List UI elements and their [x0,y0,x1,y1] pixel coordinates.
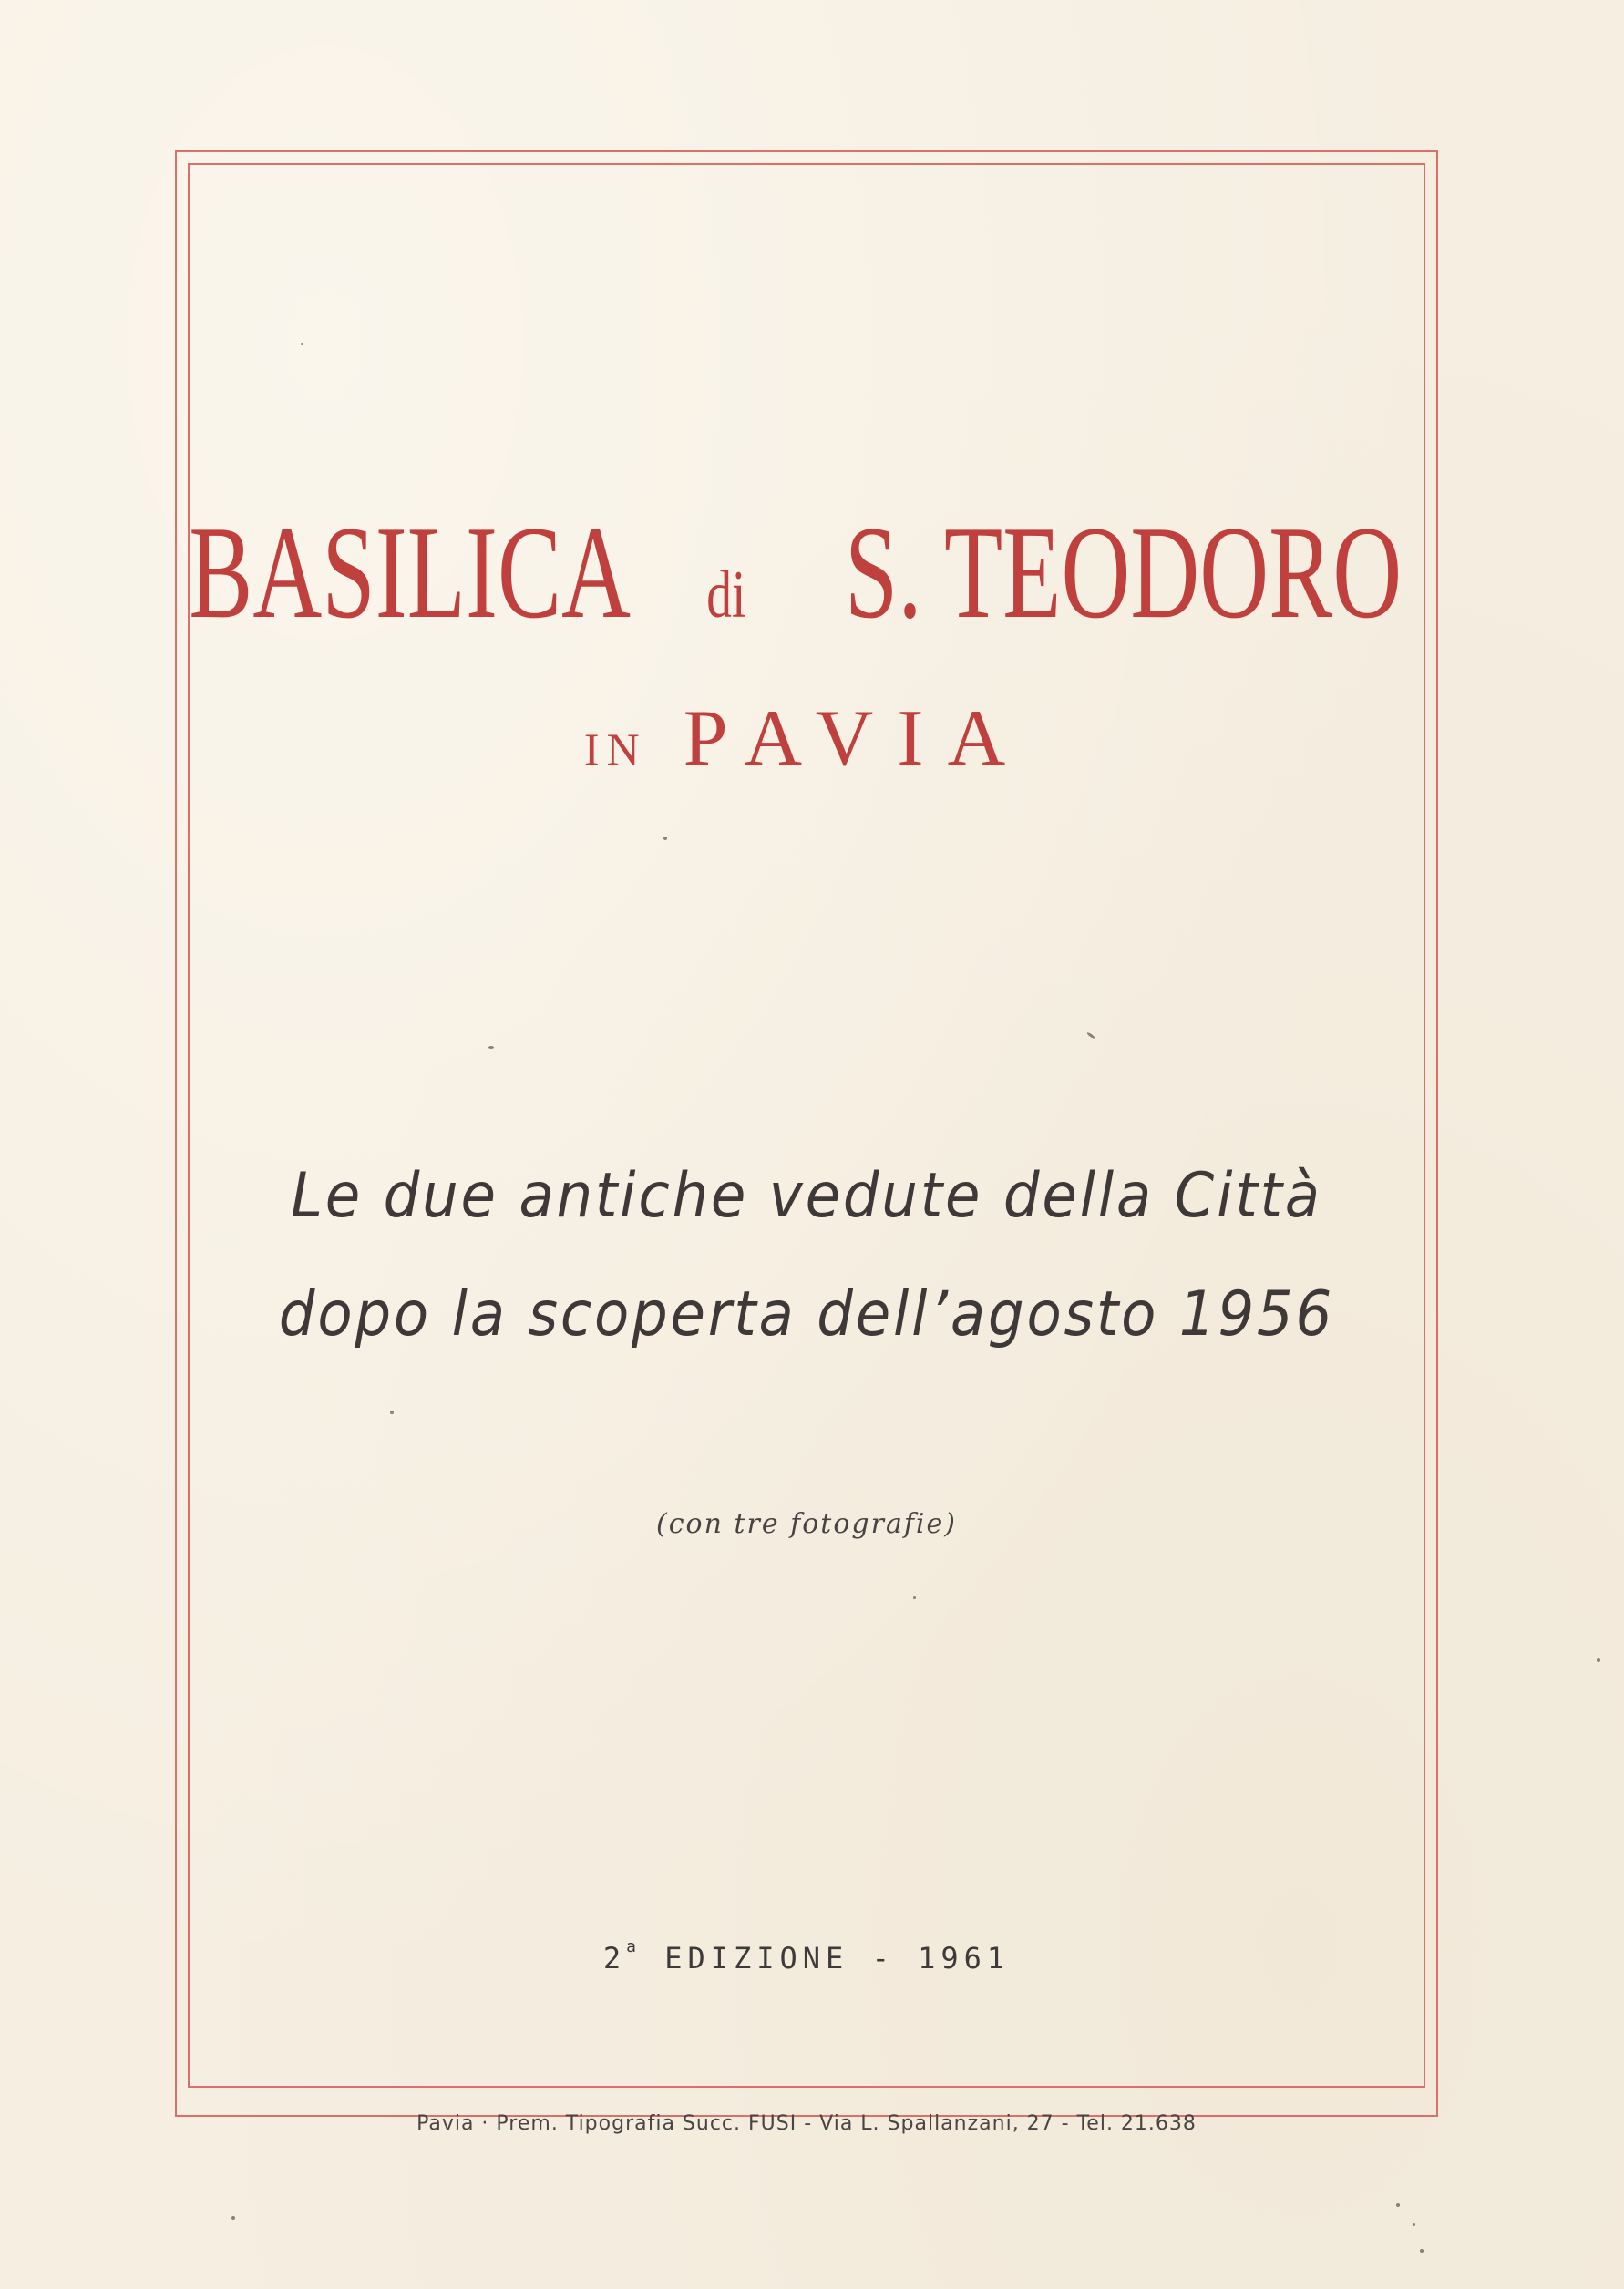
photo-note: (con tre fotografie) [656,1508,957,1540]
printer-imprint: Pavia · Prem. Tipografia Succ. FUSI - Via L. Spallanzani, 27 - Tel. 21.638 [416,2112,1197,2135]
paper-speck [663,837,667,840]
title-word-teodoro: S. TEODORO [844,498,1403,646]
edition-label: EDIZIONE - 1961 [664,1941,1011,1976]
edition-number: 2 [602,1941,627,1976]
paper-speck [1420,2249,1424,2253]
edition-ordinal: a [626,1937,642,1956]
main-title [175,498,1438,646]
subtitle [175,693,1438,785]
paper-speck [488,1046,494,1049]
title-word-di: di [706,558,746,632]
description-line-1: Le due antiche vedute della Città [291,1160,1322,1232]
paper-speck [390,1411,394,1414]
subtitle-city: PAVIA [683,694,1030,783]
title-word-basilica: BASILICA [189,498,632,646]
paper-speck [301,343,303,345]
description [175,1137,1438,1374]
paper-speck [913,1596,916,1599]
paper-speck [1597,1658,1600,1662]
paper-speck [1413,2223,1415,2226]
subtitle-prefix: IN [583,724,647,775]
paper-speck [231,2216,235,2220]
description-line-2: dopo la scoperta dell’agosto 1956 [278,1278,1335,1350]
edition [175,1937,1438,1976]
paper-speck [1396,2203,1400,2207]
inner-red-frame [188,163,1425,2088]
